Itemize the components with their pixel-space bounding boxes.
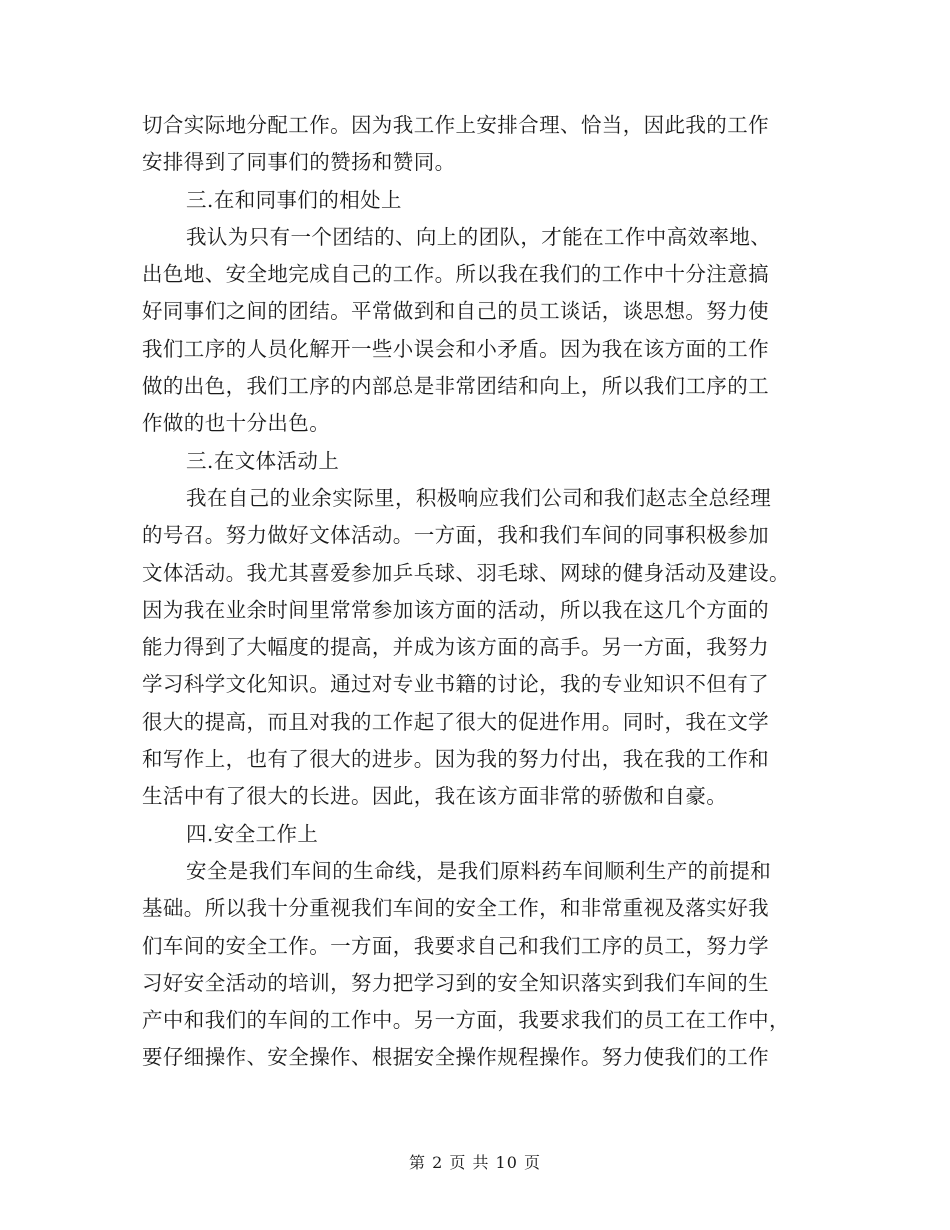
text-line: 我们工序的人员化解开一些小误会和小矛盾。因为我在该方面的工作 — [142, 336, 769, 361]
text-line: 三.在和同事们的相处上 — [186, 187, 402, 212]
text-line: 能力得到了大幅度的提高，并成为该方面的高手。另一方面，我努力 — [142, 635, 769, 660]
text-line: 做的出色，我们工序的内部总是非常团结和向上，所以我们工序的工 — [142, 374, 769, 399]
text-line: 切合实际地分配工作。因为我工作上安排合理、恰当，因此我的工作 — [142, 113, 769, 137]
text-line: 的号召。努力做好文体活动。一方面，我和我们车间的同事积极参加 — [142, 523, 769, 548]
text-line: 安全是我们车间的生命线，是我们原料药车间顺利生产的前提和 — [186, 858, 772, 883]
text-line: 学习科学文化知识。通过对专业书籍的讨论，我的专业知识不但有了 — [142, 672, 769, 697]
text-line: 习好安全活动的培训，努力把学习到的安全知识落实到我们车间的生 — [142, 970, 769, 995]
text-line: 安排得到了同事们的赞扬和赞同。 — [142, 150, 456, 175]
text-line: 四.安全工作上 — [186, 821, 319, 846]
text-line: 很大的提高，而且对我的工作起了很大的促进作用。同时，我在文学 — [142, 709, 769, 734]
text-line: 我在自己的业余实际里，积极响应我们公司和我们赵志全总经理 — [186, 485, 772, 510]
text-line: 作做的也十分出色。 — [142, 411, 331, 436]
text-line: 我认为只有一个团结的、向上的团队，才能在工作中高效率地、 — [186, 224, 772, 249]
text-line: 三.在文体活动上 — [186, 448, 340, 473]
document-body — [142, 107, 822, 1077]
text-line: 们车间的安全工作。一方面，我要求自己和我们工序的员工，努力学 — [142, 933, 769, 958]
text-line: 好同事们之间的团结。平常做到和自己的员工谈话，谈思想。努力使 — [142, 299, 769, 324]
text-line: 生活中有了很大的长进。因此，我在该方面非常的骄傲和自豪。 — [142, 784, 728, 809]
text-line: 要仔细操作、安全操作、根据安全操作规程操作。努力使我们的工作 — [142, 1045, 769, 1070]
text-line: 和写作上，也有了很大的进步。因为我的努力付出，我在我的工作和 — [142, 747, 769, 772]
text-line: 产中和我们的车间的工作中。另一方面，我要求我们的员工在工作中， — [142, 1008, 790, 1033]
text-line: 出色地、安全地完成自己的工作。所以我在我们的工作中十分注意搞 — [142, 262, 769, 287]
page-number-footer: 第 2 页 共 10 页 — [409, 1153, 541, 1172]
text-line: 基础。所以我十分重视我们车间的安全工作，和非常重视及落实好我 — [142, 896, 769, 921]
text-line: 因为我在业余时间里常常参加该方面的活动，所以我在这几个方面的 — [142, 597, 769, 622]
text-line: 文体活动。我尤其喜爱参加乒乓球、羽毛球、网球的健身活动及建设。 — [142, 560, 790, 585]
